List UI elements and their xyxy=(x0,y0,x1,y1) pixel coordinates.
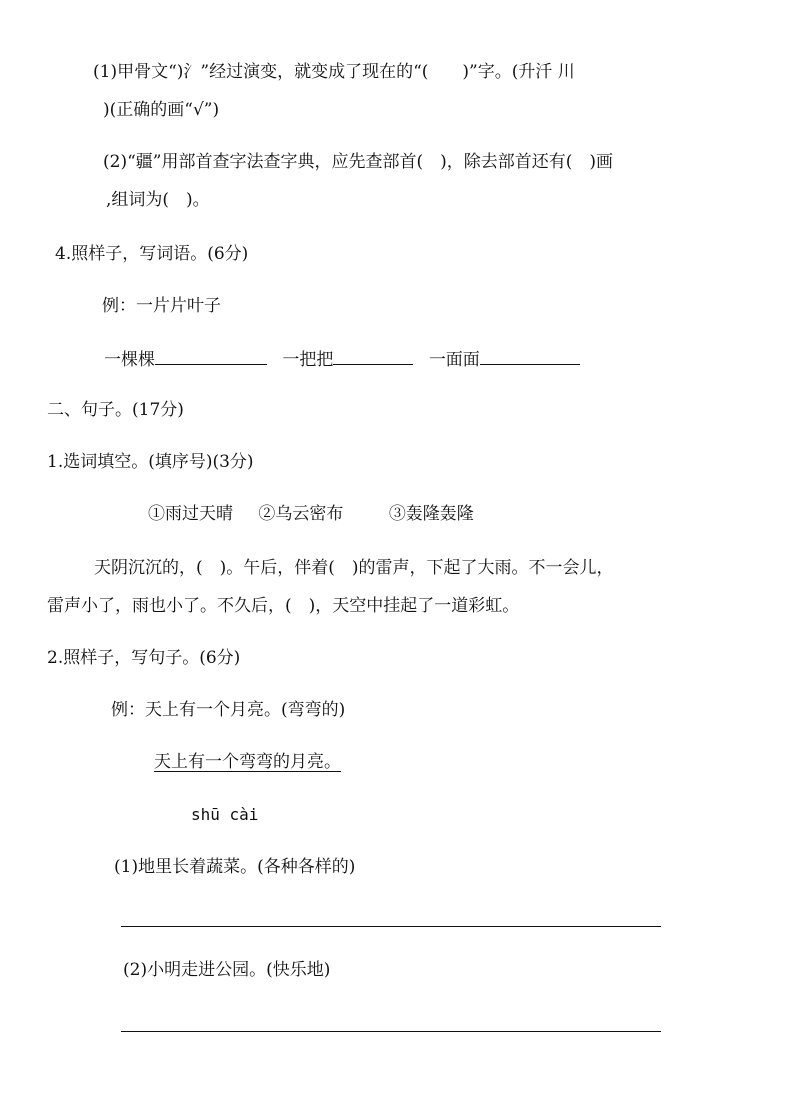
s2-q2-heading: 2.照样子，写句子。(6分) xyxy=(47,648,241,668)
option-2: ②乌云密布 xyxy=(258,504,344,524)
q4-item-1: 一棵棵 xyxy=(104,350,155,370)
s2-q1-passage-line2: 雷声小了，雨也小了。不久后，( )，天空中挂起了一道彩虹。 xyxy=(47,596,520,616)
s2-q1-options xyxy=(148,502,474,526)
s2-q2-sub2: (2)小明走进公园。(快乐地) xyxy=(123,960,331,980)
q3-sub2-line1: (2)“疆”用部首查字法查字典，应先查部首( )，除去部首还有( )画 xyxy=(103,152,613,172)
answer-line-1[interactable] xyxy=(121,926,661,927)
q4-blank-1[interactable] xyxy=(155,346,267,365)
section2-heading: 二、句子。(17分) xyxy=(47,400,184,420)
q3-sub1-line2: )(正确的画“√”) xyxy=(103,100,220,120)
q4-blank-3[interactable] xyxy=(480,346,580,365)
option-3: ③轰隆轰隆 xyxy=(388,504,474,524)
q4-answer-row xyxy=(104,346,580,372)
s2-q1-heading: 1.选词填空。(填序号)(3分) xyxy=(47,452,254,472)
q4-item-3: 一面面 xyxy=(428,350,480,370)
pinyin-label: shū cài xyxy=(191,805,259,824)
answer-line-2[interactable] xyxy=(121,1031,661,1032)
s2-q2-example-answer: 天上有一个弯弯的月亮。 xyxy=(154,752,341,772)
s2-q2-example: 例：天上有一个月亮。(弯弯的) xyxy=(111,700,346,720)
option-1: ①雨过天晴 xyxy=(148,504,233,524)
q3-sub1-line1: (1)甲骨文“)氵”经过演变，就变成了现在的“( )”字。(升汘 川 xyxy=(93,62,575,82)
q3-sub2-line2: ,组词为( )。 xyxy=(106,190,210,210)
q4-example: 例：一片片叶子 xyxy=(102,296,221,316)
q4-item-2: 一把把 xyxy=(282,350,334,370)
q4-heading: 4.照样子，写词语。(6分) xyxy=(55,244,249,264)
s2-q2-sub1: (1)地里长着蔬菜。(各种各样的) xyxy=(114,857,356,877)
s2-q1-passage-line1: 天阴沉沉的，( )。午后，伴着( )的雷声，下起了大雨。不一会儿， xyxy=(94,558,614,578)
q4-blank-2[interactable] xyxy=(333,346,413,365)
